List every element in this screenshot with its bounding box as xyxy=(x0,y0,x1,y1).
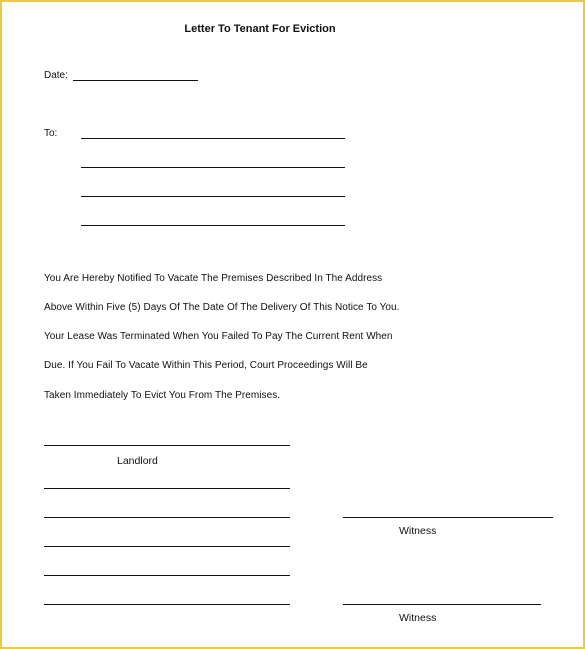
witness-signature-line-1 xyxy=(343,517,553,518)
witness-label-2: Witness xyxy=(399,612,437,624)
date-line xyxy=(73,80,198,81)
witness-signature-line-2 xyxy=(343,604,541,605)
notice-line-1: You Are Hereby Notified To Vacate The Premises Described In The Address xyxy=(44,273,383,284)
date-label: Date: xyxy=(44,70,68,81)
document-title: Letter To Tenant For Eviction xyxy=(184,23,336,35)
landlord-line-4 xyxy=(44,546,290,547)
landlord-line-5 xyxy=(44,575,290,576)
address-line-1 xyxy=(81,138,345,139)
landlord-line-3 xyxy=(44,517,290,518)
landlord-line-2 xyxy=(44,488,290,489)
address-line-4 xyxy=(81,225,345,226)
notice-line-3: Your Lease Was Terminated When You Failed To Pay The Current Rent When xyxy=(44,331,393,342)
landlord-label: Landlord xyxy=(117,455,158,467)
address-line-3 xyxy=(81,196,345,197)
landlord-signature-line xyxy=(44,445,290,446)
to-label: To: xyxy=(44,128,58,139)
notice-line-4: Due. If You Fail To Vacate Within This Period, Court Proceedings Will Be xyxy=(44,360,368,371)
landlord-line-6 xyxy=(44,604,290,605)
notice-line-5: Taken Immediately To Evict You From The Premises. xyxy=(44,390,281,401)
witness-label-1: Witness xyxy=(399,525,437,537)
notice-line-2: Above Within Five (5) Days Of The Date Of The Delivery Of This Notice To You. xyxy=(44,302,400,313)
address-line-2 xyxy=(81,167,345,168)
